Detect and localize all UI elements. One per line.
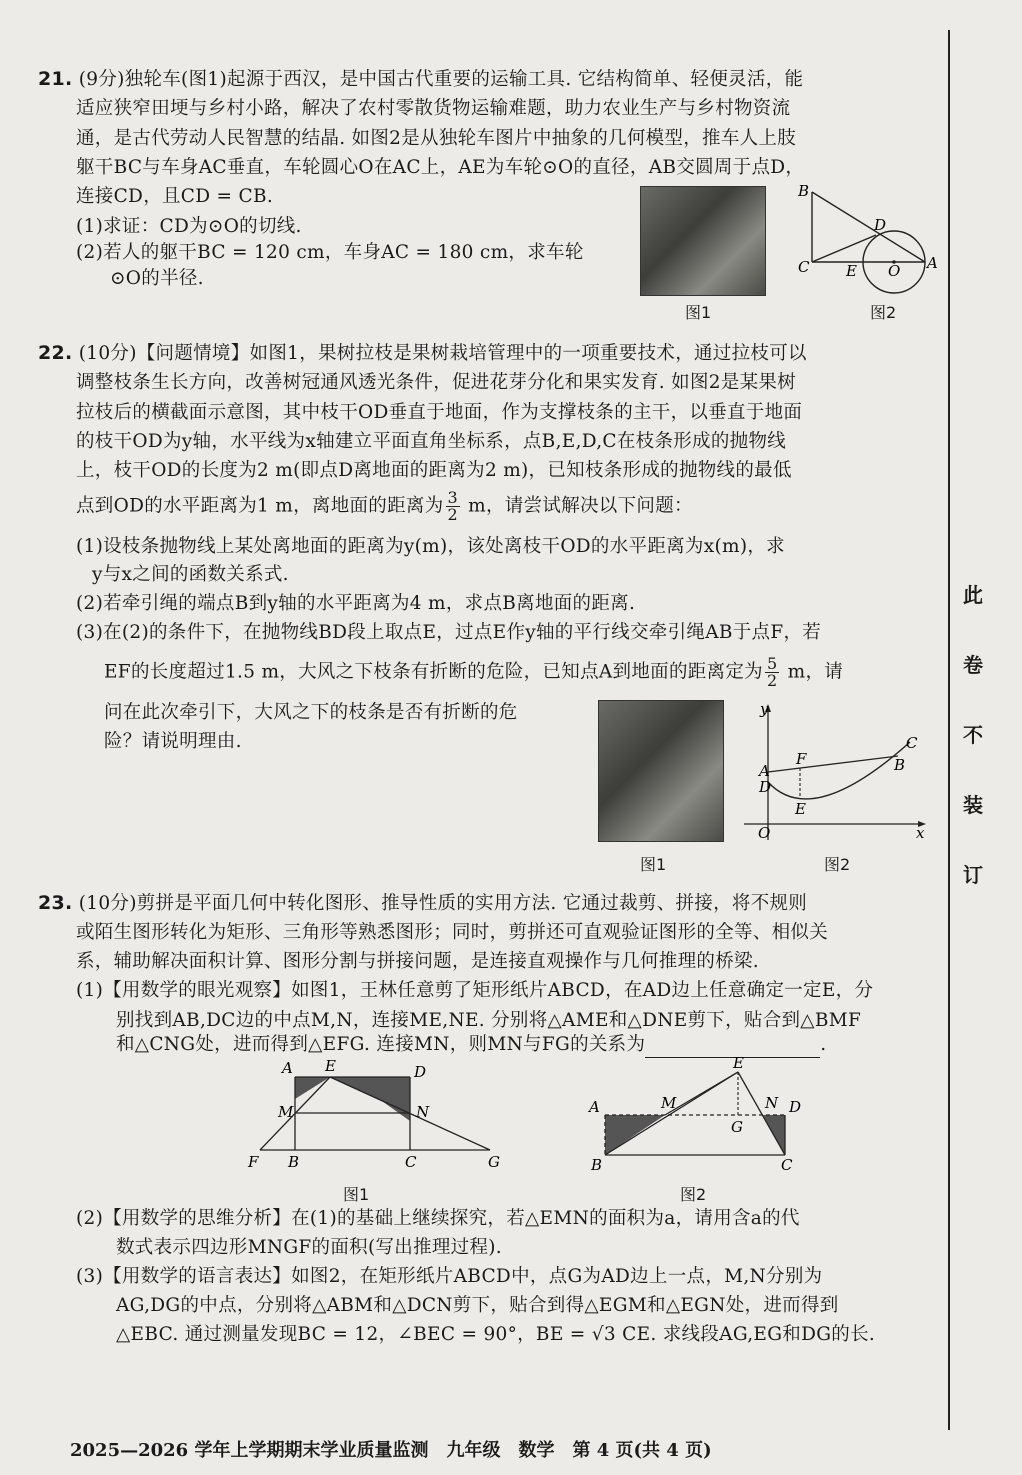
label-N: N <box>765 1094 779 1112</box>
label-C: C <box>798 258 810 276</box>
q23-line-1 <box>38 890 807 917</box>
label-E: E <box>795 800 806 818</box>
fraction-denominator: 2 <box>766 671 778 690</box>
label-G: G <box>731 1118 743 1136</box>
label-B: B <box>894 756 906 774</box>
q22-fig1-caption: 图1 <box>640 855 667 874</box>
q23-number: 23. <box>38 892 73 914</box>
q23-part-1-end: . <box>820 1034 827 1055</box>
q23-part-2: (2)【用数学的思维分析】在(1)的基础上继续探究，若△EMN的面积为a，请用含a的代 <box>76 1208 800 1229</box>
label-B: B <box>288 1153 300 1171</box>
fruit-tree-photo <box>598 700 724 842</box>
fraction-numerator: 3 <box>447 488 458 507</box>
label-M: M <box>278 1103 294 1121</box>
q23-line-2: 或陌生图形转化为矩形、三角形等熟悉图形；同时，剪拼还可直观验证图形的全等、相似关 <box>76 922 829 943</box>
q23-part-3-line-3: △EBC. 通过测量发现BC = 12，∠BEC = 90°，BE = √3 CE. 求线段AG,EG和DG的长. <box>116 1324 876 1345</box>
q22-fig2-caption: 图2 <box>824 855 851 874</box>
q23-fig2-caption: 图2 <box>680 1185 707 1204</box>
q21-line-5: 连接CD，且CD = CB. <box>76 186 274 207</box>
q23-part-2-cont: 数式表示四边形MNGF的面积(写出推理过程). <box>116 1237 502 1258</box>
label-D: D <box>414 1063 427 1081</box>
q22-line-6 <box>76 490 693 523</box>
binding-char: 卷 <box>963 653 983 677</box>
fraction-three-halves <box>446 490 460 523</box>
q21-text: (9分)独轮车(图1)起源于西汉，是中国古代重要的运输工具. 它结构简单、轻便灵活，能 <box>78 69 804 90</box>
q22-part-1: (1)设枝条抛物线上某处离地面的距离为y(m)，该处离枝干OD的水平距离为x(m)，求 <box>76 536 785 557</box>
q21-fig2-diagram <box>790 180 940 300</box>
q22-line-3: 拉枝后的横截面示意图，其中枝干OD垂直于地面，作为支撑枝条的主干，以垂直于地面 <box>76 402 803 423</box>
q23-fig2-diagram <box>585 1050 805 1175</box>
page-footer: 2025—2026 学年上学期期末学业质量监测 九年级 数学 第 4 页(共 4 页) <box>70 1440 712 1461</box>
q21-fig1-caption: 图1 <box>685 303 712 322</box>
axis-label-y: y <box>760 700 769 718</box>
q22-part-2: (2)若牵引绳的端点B到y轴的水平距离为4 m，求点B离地面的距离. <box>76 593 636 614</box>
q22-part-3-post: m，请 <box>781 661 844 683</box>
q22-line-1 <box>38 340 807 367</box>
label-A: A <box>927 254 938 272</box>
binding-line <box>948 30 950 1430</box>
label-A: A <box>759 762 770 780</box>
binding-notice <box>958 580 988 930</box>
q22-line-5: 上，枝干OD的长度为2 m(即点D离地面的距离为2 m)，已知枝条形成的抛物线的最低 <box>76 460 792 481</box>
label-C: C <box>906 734 918 752</box>
label-O: O <box>758 824 771 842</box>
q22-line-4: 的枝干OD为y轴，水平线为x轴建立平面直角坐标系，点B,E,D,C在枝条形成的抛物线 <box>76 431 787 452</box>
q23-part-3-line-2: AG,DG的中点，分别将△ABM和△DCN剪下，贴合到得△EGM和△EGN处，进而得到 <box>116 1295 839 1316</box>
label-M: M <box>661 1094 677 1112</box>
fraction-numerator: 5 <box>766 654 778 673</box>
q21-line-3: 通，是古代劳动人民智慧的结晶. 如图2是从独轮车图片中抽象的几何模型，推车人上肢 <box>76 128 797 149</box>
q21-number: 21. <box>38 68 73 90</box>
label-A: A <box>589 1098 600 1116</box>
q22-line-2: 调整枝条生长方向，改善树冠通风透光条件，促进花芽分化和果实发育. 如图2是某果树 <box>76 372 797 393</box>
q22-part-3: (3)在(2)的条件下，在抛物线BD段上取点E，过点E作y轴的平行线交牵引绳AB于点F，若 <box>76 622 822 643</box>
q23-text: (10分)剪拼是平面几何中转化图形、推导性质的实用方法. 它通过裁剪、拼接，将不规则 <box>78 893 808 914</box>
label-G: G <box>488 1153 500 1171</box>
label-E: E <box>733 1054 744 1072</box>
label-B: B <box>591 1156 603 1174</box>
label-E: E <box>846 262 857 280</box>
fraction-five-halves <box>765 656 779 689</box>
q22-part-3-line-3: 问在此次牵引下，大风之下的枝条是否有折断的危 <box>104 702 518 723</box>
label-F: F <box>796 750 807 768</box>
label-N: N <box>416 1103 430 1121</box>
label-F: F <box>248 1153 259 1171</box>
q23-fig1-diagram <box>240 1055 520 1175</box>
q21-part-2-cont: ⊙O的半径. <box>110 268 204 289</box>
q22-line-6-pre: 点到OD的水平距离为1 m，离地面的距离为 <box>76 495 444 517</box>
label-E: E <box>325 1057 336 1075</box>
binding-char: 订 <box>963 863 983 887</box>
q21-line-4: 躯干BC与车身AC垂直，车轮圆心O在AC上，AE为车轮⊙O的直径，AB交圆周于点D， <box>76 157 805 178</box>
q22-number: 22. <box>38 342 73 364</box>
binding-char: 此 <box>963 583 983 607</box>
label-D: D <box>789 1098 802 1116</box>
binding-char: 不 <box>963 723 983 747</box>
q22-part-3-line-2 <box>104 656 843 689</box>
label-C: C <box>405 1153 417 1171</box>
q23-part-3: (3)【用数学的语言表达】如图2，在矩形纸片ABCD中，点G为AD边上一点，M,N分别为 <box>76 1266 823 1287</box>
label-D: D <box>874 216 887 234</box>
q22-part-3-line-4: 险？请说明理由. <box>104 731 242 752</box>
label-A: A <box>282 1059 293 1077</box>
q21-fig2-caption: 图2 <box>870 303 897 322</box>
q23-part-1-line-2: 别找到AB,DC边的中点M,N，连接ME,NE. 分别将△AME和△DNE剪下，贴合到△BMF <box>116 1010 862 1031</box>
q23-line-3: 系，辅助解决面积计算、图形分割与拼接问题，是连接直观操作与几何推理的桥梁. <box>76 951 759 972</box>
q22-line-6-post: m，请尝试解决以下问题： <box>461 495 693 517</box>
label-C: C <box>781 1156 793 1174</box>
label-B: B <box>798 182 810 200</box>
q23-part-1: (1)【用数学的眼光观察】如图1，王林任意剪了矩形纸片ABCD，在AD边上任意确定一定E，分 <box>76 980 874 1001</box>
q23-part-1-text: 和△CNG处，进而得到△EFG. 连接MN，则MN与FG的关系为 <box>116 1034 646 1055</box>
label-O: O <box>888 262 901 280</box>
fraction-denominator: 2 <box>447 505 458 524</box>
q21-part-1: (1)求证：CD为⊙O的切线. <box>76 216 302 237</box>
q22-fig2-coordinate-graph <box>740 700 930 845</box>
label-D: D <box>759 778 772 796</box>
binding-char: 装 <box>963 793 983 817</box>
wheelbarrow-photo <box>640 186 766 296</box>
q21-line-1 <box>38 66 803 93</box>
q22-part-3-pre: EF的长度超过1.5 m，大风之下枝条有折断的危险，已知点A到地面的距离定为 <box>104 661 763 683</box>
q23-fig1-caption: 图1 <box>343 1185 370 1204</box>
q21-part-2: (2)若人的躯干BC = 120 cm，车身AC = 180 cm，求车轮 <box>76 242 584 263</box>
q21-line-2: 适应狭窄田埂与乡村小路，解决了农村零散货物运输难题，助力农业生产与乡村物资流 <box>76 98 791 119</box>
axis-label-x: x <box>916 824 925 842</box>
q22-text: (10分)【问题情境】如图1，果树拉枝是果树栽培管理中的一项重要技术，通过拉枝可以 <box>78 343 807 364</box>
q22-part-1-cont: y与x之间的函数关系式. <box>92 564 289 585</box>
